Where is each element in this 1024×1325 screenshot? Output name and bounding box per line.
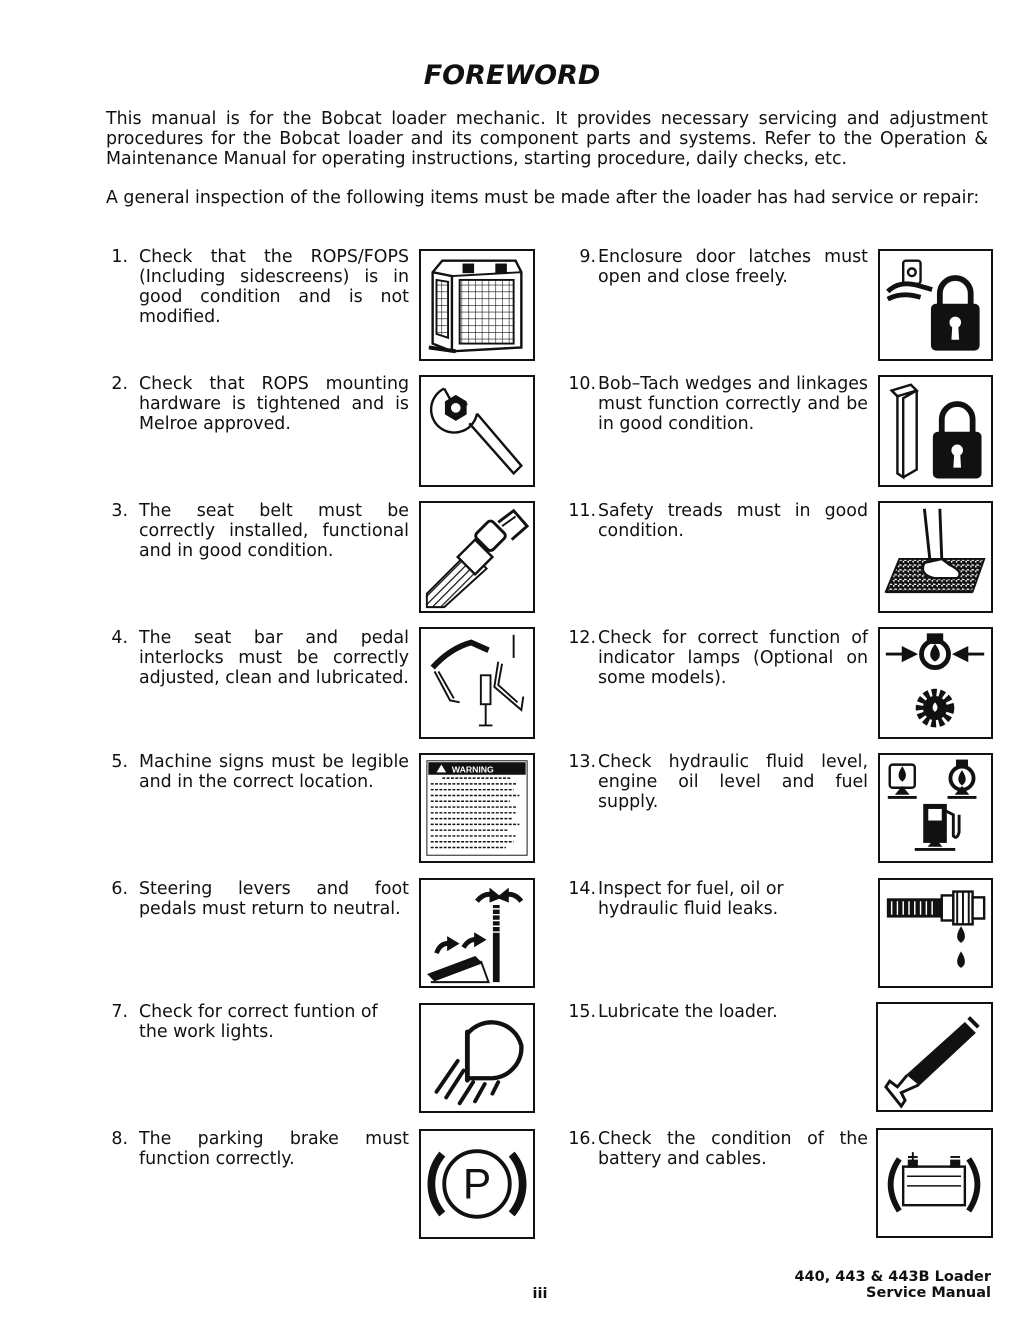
item-text: Lubricate the loader. (598, 1002, 778, 1022)
item-text: Check the condition of the battery and cables. (598, 1129, 868, 1169)
item-number: 2. (111, 374, 128, 394)
manual-title-footer (794, 1269, 991, 1301)
footer-model-line: 440, 443 & 443B Loader (794, 1269, 991, 1285)
door-latch-lock-icon (878, 249, 993, 361)
item-number: 7. (111, 1002, 128, 1022)
item-text: Check for correct funtion of the work lights. (139, 1002, 378, 1042)
seat-belt-icon (419, 501, 535, 613)
wrench-bolt-icon (419, 375, 535, 487)
item-text: Enclosure door latches must open and close freely. (598, 247, 868, 287)
intro-paragraph: This manual is for the Bobcat loader mechanic. It provides necessary servicing and adjustment procedures for the Bobcat loader and its component parts and systems. Refer to the Operation & Maintenance Manual for operating instructions, starting procedure, daily checks, etc. (106, 109, 988, 169)
item-number: 5. (111, 752, 128, 772)
item-number: 13. (568, 752, 596, 772)
item-number: 15. (568, 1002, 596, 1022)
item-text: The seat belt must be correctly installed, functional and in good condition. (139, 501, 409, 561)
hose-leak-icon (878, 878, 993, 988)
item-text: Safety treads must in good condition. (598, 501, 868, 541)
battery-icon (876, 1128, 993, 1238)
item-number: 6. (111, 879, 128, 899)
fluid-levels-icon (878, 753, 993, 863)
inspection-instruction: A general inspection of the following items must be made after the loader has had service or repair: (106, 188, 980, 208)
page-number: iii (532, 1286, 548, 1302)
item-number: 16. (568, 1129, 596, 1149)
item-number: 8. (111, 1129, 128, 1149)
item-text: The seat bar and pedal interlocks must be correctly adjusted, clean and lubricated. (139, 628, 409, 688)
item-number: 11. (568, 501, 596, 521)
safety-tread-icon (878, 501, 993, 613)
item-number: 4. (111, 628, 128, 648)
work-light-icon (419, 1003, 535, 1113)
indicator-lamps-icon (878, 627, 993, 739)
item-text: Check that the ROPS/FOPS (Including sidescreens) is in good condition and is not modified. (139, 247, 409, 327)
page-title: FOREWORD (423, 60, 601, 91)
seat-bar-interlock-icon (419, 627, 535, 739)
item-number: 3. (111, 501, 128, 521)
item-number: 12. (568, 628, 596, 648)
parking-brake-icon (419, 1129, 535, 1239)
item-number: 9. (579, 247, 596, 267)
warning-sign-icon (419, 753, 535, 863)
item-text: Check that ROPS mounting hardware is tightened and is Melroe approved. (139, 374, 409, 434)
rops-fops-cab-icon (419, 249, 535, 361)
grease-gun-icon (876, 1002, 993, 1112)
parking-symbol: P (462, 1160, 492, 1208)
item-number: 10. (568, 374, 596, 394)
wedge-lock-icon (878, 375, 993, 487)
footer-manual-line: Service Manual (866, 1285, 991, 1301)
warning-heading: WARNING (451, 764, 494, 775)
item-number: 1. (111, 247, 128, 267)
item-text: The parking brake must function correctly. (139, 1129, 409, 1169)
item-text: Inspect for fuel, oil or hydraulic fluid leaks. (598, 879, 784, 919)
item-text: Machine signs must be legible and in the correct location. (139, 752, 409, 792)
item-number: 14. (568, 879, 596, 899)
item-text: Check hydraulic fluid level, engine oil level and fuel supply. (598, 752, 868, 812)
steering-lever-pedal-icon (419, 878, 535, 988)
item-text: Steering levers and foot pedals must return to neutral. (139, 879, 409, 919)
item-text: Bob–Tach wedges and linkages must function correctly and be in good condition. (598, 374, 868, 434)
item-text: Check for correct function of indicator lamps (Optional on some models). (598, 628, 868, 688)
